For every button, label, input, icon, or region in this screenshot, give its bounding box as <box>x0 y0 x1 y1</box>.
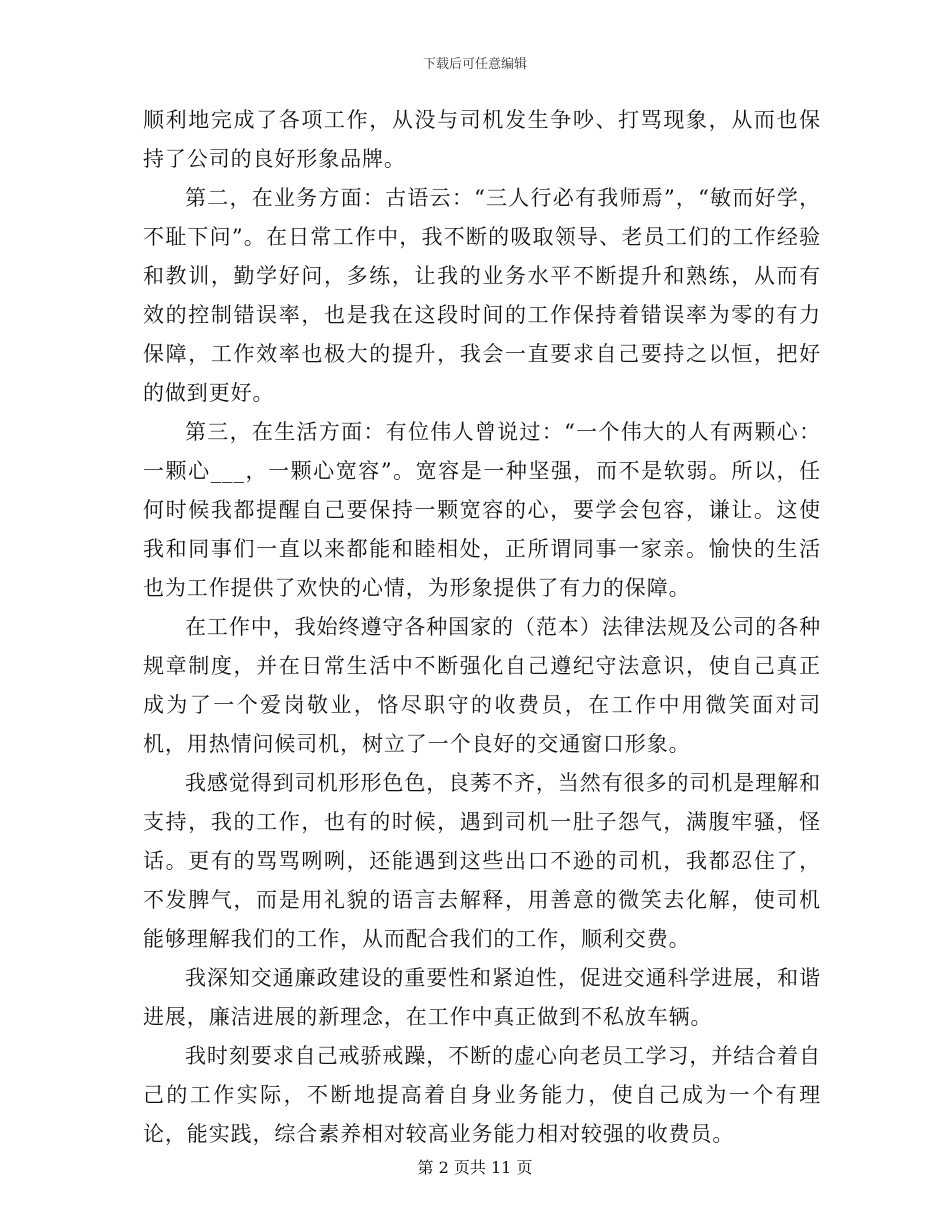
page-footer: 第 2 页共 11 页 <box>417 1158 533 1177</box>
paragraph-5: 我感觉得到司机形形色色，良莠不齐，当然有很多的司机是理解和支持，我的工作，也有的时候，遇到司机一肚子怨气，满腹牢骚，怪话。更有的骂骂咧咧，还能遇到这些出口不逊的司机，我都忍住了，不发脾气，而是用礼貌的语言去解释，用善意的微笑去化解，使司机能够理解我们的工作，从而配合我们的工作，顺利交费。 <box>143 771 821 951</box>
body-text <box>143 101 821 1154</box>
paragraph-3: 第三，在生活方面：有位伟人曾说过：“一个伟大的人有两颗心：一颗心___，一颗心宽容”。宽容是一种坚强，而不是软弱。所以，任何时候我都提醒自己要保持一颗宽容的心，要学会包容，谦让。这使我和同事们一直以来都能和睦相处，正所谓同事一家亲。愉快的生活也为工作提供了欢快的心情，为形象提供了有力的保障。 <box>143 420 821 600</box>
paragraph-1: 顺利地完成了各项工作，从没与司机发生争吵、打骂现象，从而也保持了公司的良好形象品牌。 <box>143 108 821 171</box>
paragraph-6: 我深知交通廉政建设的重要性和紧迫性，促进交通科学进展，和谐进展，廉洁进展的新理念，在工作中真正做到不私放车辆。 <box>143 966 821 1029</box>
paragraph-2: 第二，在业务方面：古语云：“三人行必有我师焉”，“敏而好学，不耻下问”。在日常工作中，我不断的吸取领导、老员工们的工作经验和教训，勤学好问，多练，让我的业务水平不断提升和熟练，从而有效的控制错误率，也是我在这段时间的工作保持着错误率为零的有力保障，工作效率也极大的提升，我会一直要求自己要持之以恒，把好的做到更好。 <box>143 186 821 405</box>
paragraph-7: 我时刻要求自己戒骄戒躁，不断的虚心向老员工学习，并结合着自己的工作实际，不断地提高着自身业务能力，使自己成为一个有理论，能实践，综合素养相对较高业务能力相对较强的收费员。 <box>143 1044 821 1146</box>
page-header: 下载后可任意编辑 <box>422 57 527 72</box>
paragraph-4: 在工作中，我始终遵守各种国家的（范本）法律法规及公司的各种规章制度，并在日常生活中不断强化自己遵纪守法意识，使自己真正成为了一个爱岗敬业，恪尽职守的收费员，在工作中用微笑面对司机，用热情问候司机，树立了一个良好的交通窗口形象。 <box>143 615 821 756</box>
